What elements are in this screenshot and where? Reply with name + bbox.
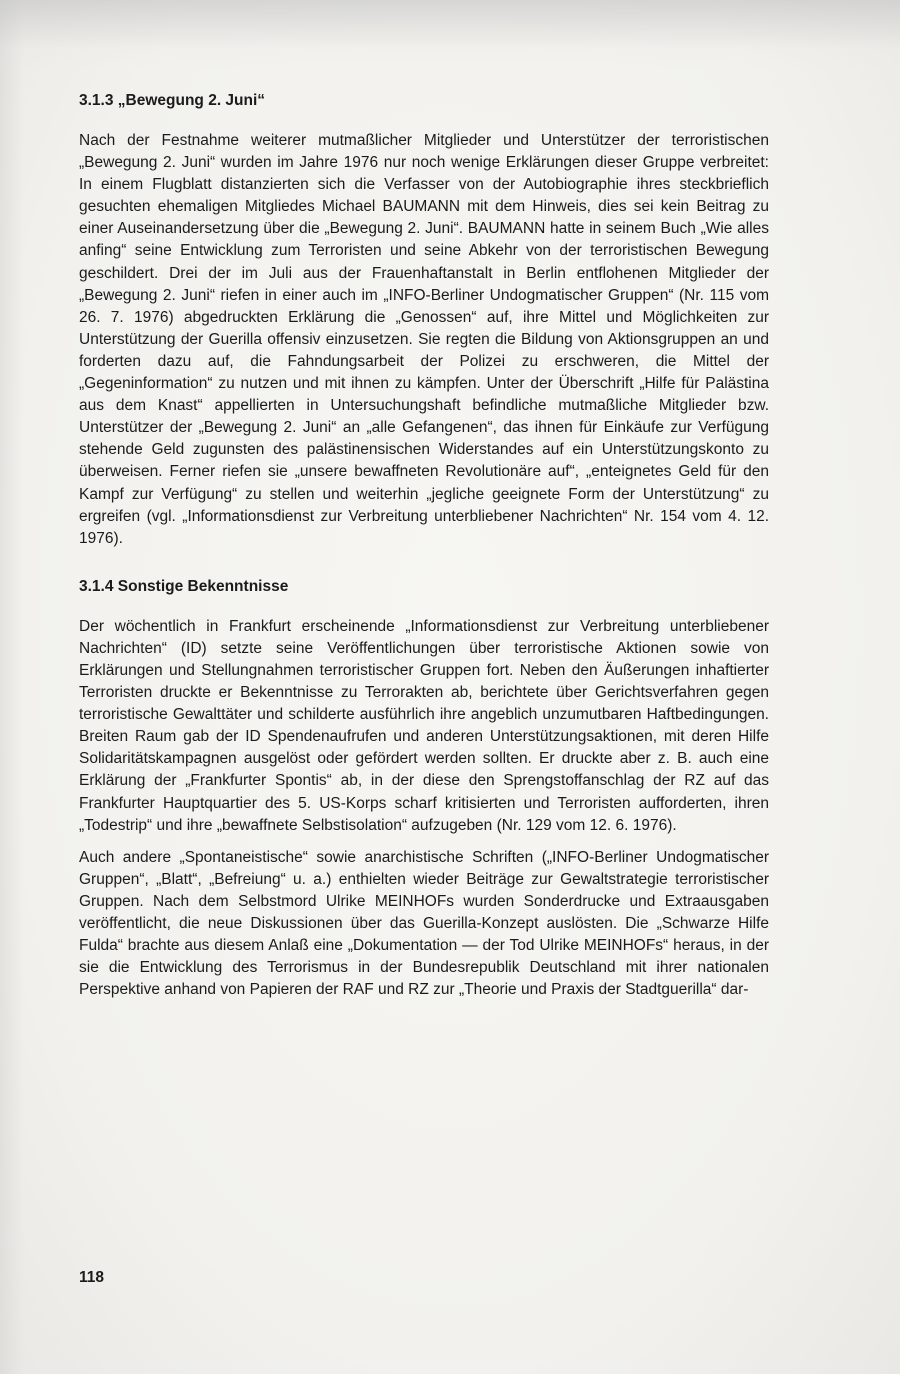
paragraph-informationsdienst: Der wöchentlich in Frankfurt erscheinende „Informationsdienst zur Verbreitung unterbliebener Nachrichten“ (ID) setzte seine Veröffentlichungen über terroristische Aktionen sowie von Erklärungen und Stellungnahmen terroristischer Gruppen fort. Neben den Äußerungen inhaftierter Terroristen druckte er Bekenntnisse zu Terrorakten ab, berichtete über Gerichtsverfahren gegen terroristische Gewalttäter und schilderte ausführlich ihre angeblich unzumutbaren Haftbedingungen. Breiten Raum gab der ID Spendenaufrufen und anderen Unterstützungsaktionen, mit deren Hilfe Solidaritätskampagnen ausgelöst oder gefördert werden sollten. Er druckte aber z. B. auch eine Erklärung der „Frankfurter Spontis“ ab, in der diese den Sprengstoffanschlag der RZ auf das Frankfurter Hauptquartier des 5. US-Korps scharf kritisierten und Terroristen aufforderten, ihren „Todestrip“ und ihre „bewaffnete Selbstisolation“ aufzugeben (Nr. 129 vom 12. 6. 1976). [79,617,769,834]
section-heading-bekenntnisse: 3.1.4 Sonstige Bekenntnisse [79,577,289,595]
page-number: 118 [79,1269,105,1286]
paragraph-spontaneistische: Auch andere „Spontaneistische“ sowie anarchistische Schriften („INFO-Berliner Undogmatischer Gruppen“, „Blatt“, „Befreiung“ u. a.) enthielten wieder Beiträge zur Gewaltstrategie terroristischer Gruppen. Nach dem Selbstmord Ulrike MEINHOFs wurden Sonderdrucke und Extraausgaben veröffentlicht, die neue Diskussionen über das Guerilla-Konzept auslösten. Die „Schwarze Hilfe Fulda“ brachte aus diesem Anlaß eine „Dokumentation — der Tod Ulrike MEINHOFs“ heraus, in der sie die Entwicklung des Terrorismus in der Bundesrepublik Deutschland mit ihrer nationalen Perspektive anhand von Papieren der RAF und RZ zur „Theorie und Praxis der Stadtguerilla“ dar- [79,848,769,999]
scan-left-edge [0,0,24,1374]
page-content [79,90,769,1001]
paragraph-bewegung: Nach der Festnahme weiterer mutmaßlicher Mitglieder und Unterstützer der terroristischen „Bewegung 2. Juni“ wurden im Jahre 1976 nur noch wenige Erklärungen dieser Gruppe verbreitet: In einem Flugblatt distanzierten sich die Verfasser von der Autobiographie ihres steckbrieflich gesuchten ehemaligen Mitgliedes Michael BAUMANN mit dem Hinweis, dies sei kein Beitrag zu einer Auseinandersetzung über die „Bewegung 2. Juni“. BAUMANN hatte in seinem Buch „Wie alles anfing“ seine Entwicklung zum Terroristen und seine Abkehr von der terroristischen Bewegung geschildert. Drei der im Juli aus der Frauenhaftanstalt in Berlin entflohenen Mitglieder der „Bewegung 2. Juni“ riefen in einer auch im „INFO-Berliner Undogmatischer Gruppen“ (Nr. 115 vom 26. 7. 1976) abgedruckten Erklärung die „Genossen“ auf, ihre Mittel und Möglichkeiten zur Unterstützung der Guerilla offensiv einzusetzen. Sie regten die Bildung von Aktionsgruppen an und forderten dazu auf, die Fahndungsarbeit der Polizei zu erschweren, die Mittel der „Gegeninformation“ zu nutzen und mit ihnen zu kämpfen. Unter der Überschrift „Hilfe für Palästina aus dem Knast“ appellierten in Untersuchungshaft befindliche mutmaßliche Mitglieder bzw. Unterstützer der „Bewegung 2. Juni“ an „alle Gefangenen“, das ihnen für Einkäufe zur Verfügung stehende Geld zugunsten des palästinensischen Widerstandes auf ein Unterstützungskonto zu überweisen. Ferner riefen sie „unsere bewaffneten Revolutionäre auf“, „enteignetes Geld für den Kampf zur Verfügung“ zu stellen und weiterhin „jegliche geeignete Form der Unterstützung“ zu ergreifen (vgl. „Informationsdienst zur Verbreitung unterbliebener Nachrichten“ Nr. 154 vom 4. 12. 1976). [79,132,769,547]
section-heading-bewegung: 3.1.3 „Bewegung 2. Juni“ [79,92,266,109]
scan-top-shadow [0,0,900,70]
